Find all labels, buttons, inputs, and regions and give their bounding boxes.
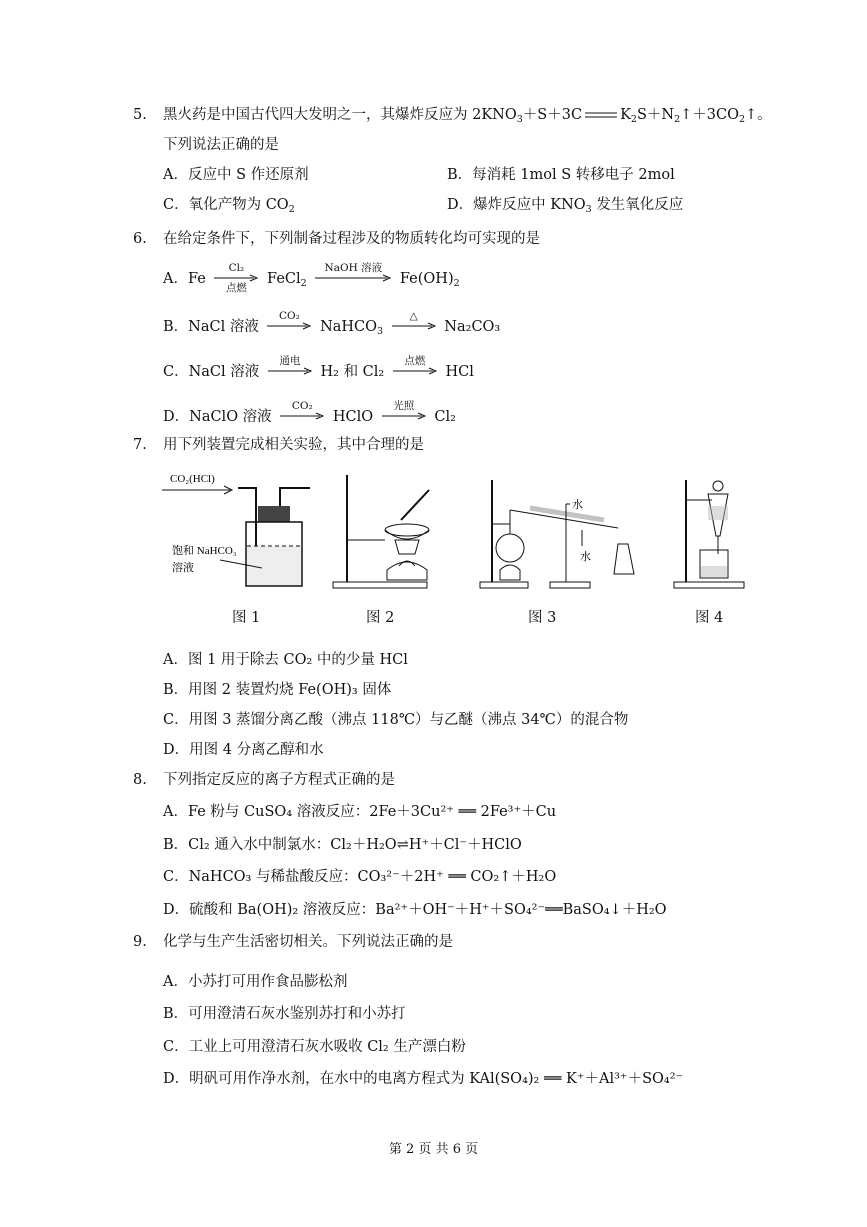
q7-option-d: D．用图 4 分离乙醇和水 xyxy=(163,742,324,758)
fig1-gas-label: CO₂(HCl) xyxy=(170,473,215,485)
q5-stem-2: 下列说法正确的是 xyxy=(163,137,279,153)
q5-option-a: A．反应中 S 作还原剂 xyxy=(163,167,309,183)
q9-option-c: C．工业上可用澄清石灰水吸收 Cl₂ 生产漂白粉 xyxy=(163,1039,466,1055)
q5-option-b: B．每消耗 1mol S 转移电子 2mol xyxy=(447,167,675,183)
q8-option-d: D．硫酸和 Ba(OH)₂ 溶液反应：Ba²⁺＋OH⁻＋H⁺＋SO₄²⁻══BaSO₄↓＋H₂O xyxy=(163,902,667,918)
q7-option-c: C．用图 3 蒸馏分离乙酸（沸点 118℃）与乙醚（沸点 34℃）的混合物 xyxy=(163,712,629,728)
q5-stem: 黑火药是中国古代四大发明之一，其爆炸反应为 $2KNO_3+S+3C$ $K_2S+N_2↑+3CO_2↑$。 xyxy=(163,107,772,125)
fig2-caption: 图 2 xyxy=(366,610,395,626)
q5-option-c: C．氧化产物为 $CO_2$ xyxy=(163,197,295,215)
figure-2-crucible xyxy=(325,470,435,595)
fig1-solution-label-2: 溶液 xyxy=(172,562,194,574)
q6-option-a: A．Fe Cl₂ 点燃 FeCl$_2$ NaOH 溶液 $Fe(OH)_2$ xyxy=(163,262,460,294)
q9-option-b: B．可用澄清石灰水鉴别苏打和小苏打 xyxy=(163,1006,406,1022)
fig3-water-label-2: 水 xyxy=(580,551,591,563)
q8-stem: 下列指定反应的离子方程式正确的是 xyxy=(163,772,395,788)
page-footer: 第 2 页 共 6 页 xyxy=(388,1142,479,1157)
q7-option-a: A．图 1 用于除去 CO₂ 中的少量 HCl xyxy=(163,652,408,668)
fig1-solution-label-1: 饱和 NaHCO₃ xyxy=(172,545,237,557)
q7-option-b: B．用图 2 装置灼烧 Fe(OH)₃ 固体 xyxy=(163,682,392,698)
q8-option-a: A．Fe 粉与 CuSO₄ 溶液反应：2Fe＋3Cu²⁺ ══ 2Fe³⁺＋Cu xyxy=(163,804,557,820)
q8-option-c: C．NaHCO₃ 与稀盐酸反应：CO₃²⁻＋2H⁺ ══ CO₂↑＋H₂O xyxy=(163,869,557,885)
q5-number: 5. xyxy=(133,107,147,123)
q8-option-b: B．Cl₂ 通入水中制氯水：Cl₂＋H₂O⇌H⁺＋Cl⁻＋HClO xyxy=(163,837,522,853)
fig3-water-label-1: 水 xyxy=(572,499,583,511)
figure-1-wash-bottle xyxy=(160,468,320,593)
q9-number: 9. xyxy=(133,934,147,950)
fig4-caption: 图 4 xyxy=(695,610,724,626)
q9-option-a: A．小苏打可用作食品膨松剂 xyxy=(163,974,348,990)
q8-number: 8. xyxy=(133,772,147,788)
fig1-caption: 图 1 xyxy=(232,610,261,626)
q7-stem: 用下列装置完成相关实验，其中合理的是 xyxy=(163,437,424,453)
q7-number: 7. xyxy=(133,437,147,453)
q9-stem: 化学与生产生活密切相关。下列说法正确的是 xyxy=(163,934,453,950)
q5-option-d: D．爆炸反应中 $KNO_3$ 发生氧化反应 xyxy=(447,197,684,215)
q6-option-b: B．NaCl 溶液 CO₂ NaHCO$_3$ △ Na₂CO₃ xyxy=(163,310,501,337)
q6-option-d: D．NaClO 溶液 CO₂ HClO 光照 Cl₂ xyxy=(163,400,456,425)
q9-option-d: D．明矾可用作净水剂，在水中的电离方程式为 KAl(SO₄)₂ ══ K⁺＋Al³⁺＋SO₄²⁻ xyxy=(163,1071,684,1087)
figure-3-distillation xyxy=(478,470,648,595)
fig3-caption: 图 3 xyxy=(528,610,557,626)
q6-number: 6. xyxy=(133,231,147,247)
q6-option-c: C．NaCl 溶液 通电 H₂ 和 Cl₂ 点燃 HCl xyxy=(163,355,474,380)
figure-4-separatory-funnel xyxy=(672,470,752,595)
q6-stem: 在给定条件下，下列制备过程涉及的物质转化均可实现的是 xyxy=(163,231,540,247)
